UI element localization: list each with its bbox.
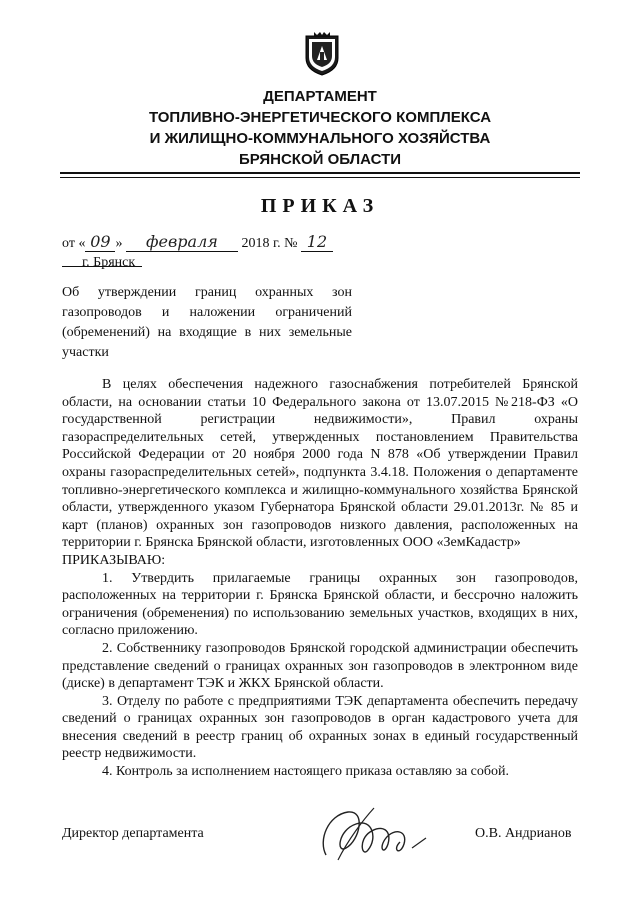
order-item-1: 1. Утвердить прилагаемые границы охранных зон газопроводов, расположенных на территории г. Брянска Брянской области, и бессрочно наложить ограничения (обременения) по использованию земельных участков, входящих в них, согласно приложению. (62, 570, 578, 639)
date-day: 09 (85, 232, 115, 252)
document-body (62, 376, 578, 781)
signer-name: О.В. Андрианов (475, 826, 572, 841)
city: г. Брянск (82, 255, 136, 270)
document-title: ПРИКАЗ (260, 195, 380, 217)
order-word: ПРИКАЗЫВАЮ: (62, 552, 166, 568)
order-number: 12 (301, 232, 333, 252)
header-rule-thick (60, 172, 580, 174)
number-sign: № (284, 236, 298, 251)
order-item-2: 2. Собственнику газопроводов Брянской городской администрации обеспечить представление сведений о границах охранных зон газопроводов в электронном виде (диске) в департамент ТЭК и ЖКХ Брянской области. (62, 640, 578, 692)
order-item-4: 4. Контроль за исполнением настоящего приказа оставляю за собой. (102, 764, 510, 780)
date-month: февраля (126, 232, 238, 252)
header-line-2: ТОПЛИВНО-ЭНЕРГЕТИЧЕСКОГО КОМПЛЕКСА (148, 109, 492, 126)
date-prefix: от (62, 236, 75, 251)
header-line-1: ДЕПАРТАМЕНТ (263, 88, 377, 105)
header-line-4: БРЯНСКОЙ ОБЛАСТИ (238, 151, 402, 168)
date-open-quote: « (78, 236, 86, 251)
handwritten-signature (308, 800, 438, 870)
date-year: 2018 г. (241, 236, 281, 251)
date-close-quote: » (115, 236, 123, 251)
preamble: В целях обеспечения надежного газоснабжения потребителей Брянской области, на основании статьи 10 Федерального закона от 13.07.2015 №218-ФЗ «О государственной регистрации недвижимости», Правил охраны газораспределительных сетей, утвержденных постановлением Правительства Российской Федерации от 20 ноября 2000 года N 878 «Об утверждении Правил охраны газораспределительных сетей», подпункта 3.4.18. Положения о департаменте топливно-энергетического комплекса и жилищно-коммунального хозяйства Брянской области, утвержденного указом Губернатора Брянской области 29.01.2013г. № 85 и карт (планов) охранных зон газопроводов низкого давления, расположенных на территории г. Брянска Брянской области, изготовленных ООО «ЗемКадастр» (62, 377, 578, 551)
city-underline (62, 266, 142, 267)
coat-of-arms-icon (304, 30, 340, 76)
order-item-3: 3. Отделу по работе с предприятиями ТЭК департамента обеспечить передачу сведений о границах охранных зон газопроводов в орган кадастрового учета для внесения сведений в реестр границ об охранных зонах в единый государственный реестр недвижимости. (62, 693, 578, 762)
date-line (62, 232, 333, 252)
subject: Об утверждении границ охранных зон газопроводов и наложении ограничений (обременений) на входящие в них земельные участки (62, 285, 352, 360)
header-rule-thin (60, 177, 580, 178)
signer-role: Директор департамента (62, 826, 204, 841)
header-line-3: И ЖИЛИЩНО-КОММУНАЛЬНОГО ХОЗЯЙСТВА (149, 130, 491, 147)
